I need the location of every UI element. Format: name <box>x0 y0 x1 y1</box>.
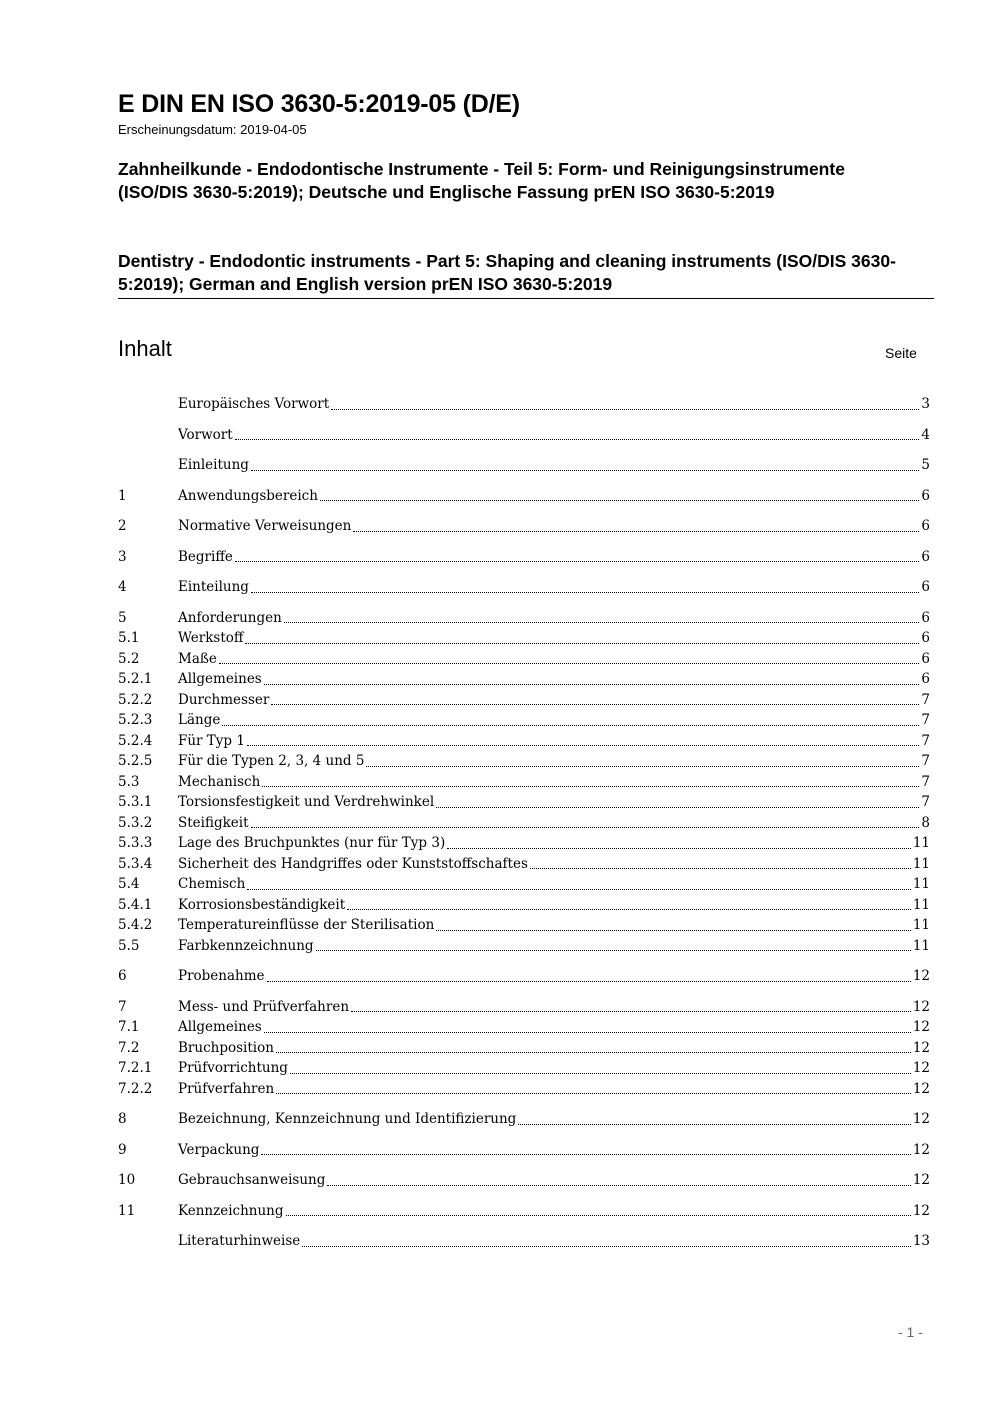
toc-entry-page: 11 <box>912 917 930 933</box>
toc-entry-page: 11 <box>912 896 930 913</box>
toc-entry-page: 7 <box>921 732 930 749</box>
toc-dot-leader <box>316 949 911 951</box>
toc-entry-title: Einteilung <box>178 579 249 595</box>
toc-entry-page: 3 <box>921 396 930 412</box>
toc-dot-leader <box>264 1031 911 1033</box>
toc-dot-leader <box>271 703 919 705</box>
document-title: E DIN EN ISO 3630-5:2019-05 (D/E) <box>118 90 520 118</box>
toc-entry[interactable] <box>118 772 930 793</box>
toc-entry-title: Länge <box>178 712 221 728</box>
toc-entry-title: Chemisch <box>178 876 246 892</box>
toc-entry-page: 6 <box>921 630 930 646</box>
toc-entry-title: Einleitung <box>178 457 249 473</box>
toc-entry-number: 5.4 <box>118 876 140 892</box>
toc-dot-leader <box>235 438 920 440</box>
toc-entry-number: 7.2.1 <box>118 1060 153 1076</box>
toc-entry-page: 11 <box>912 937 930 954</box>
toc-entry[interactable] <box>118 1109 930 1130</box>
toc-entry-title: Temperatureinflüsse der Sterilisation <box>178 917 435 933</box>
toc-entry-page: 7 <box>921 794 930 810</box>
toc-entry[interactable] <box>118 649 930 670</box>
toc-dot-leader <box>276 1092 911 1094</box>
toc-entry-page: 6 <box>921 579 930 595</box>
toc-entry[interactable] <box>118 874 930 895</box>
toc-entry-number: 7.2 <box>118 1039 140 1056</box>
toc-entry-number: 5.2.3 <box>118 712 153 728</box>
toc-entry[interactable] <box>118 895 930 916</box>
toc-entry[interactable] <box>118 425 930 446</box>
toc-entry-number: 8 <box>118 1111 127 1127</box>
toc-entry-number: 6 <box>118 968 127 984</box>
toc-dot-leader <box>351 1010 911 1012</box>
toc-entry-page: 12 <box>912 998 930 1015</box>
toc-entry-page: 12 <box>912 1080 930 1097</box>
toc-entry-number: 5.2.2 <box>118 691 153 708</box>
toc-dot-leader <box>353 530 919 532</box>
toc-entry-page: 12 <box>912 1039 930 1056</box>
toc-entry-title: Allgemeines <box>178 1019 262 1035</box>
toc-entry-title: Korrosionsbeständigkeit <box>178 896 346 913</box>
toc-entry-title: Prüfvorrichtung <box>178 1060 288 1076</box>
toc-entry-title: Sicherheit des Handgriffes oder Kunststoffschaftes <box>178 855 528 872</box>
toc-dot-leader <box>347 908 911 910</box>
toc-entry[interactable] <box>118 997 930 1018</box>
toc-entry-number: 5 <box>118 609 127 626</box>
toc-entry[interactable] <box>118 813 930 834</box>
toc-entry[interactable] <box>118 486 930 507</box>
toc-entry-page: 5 <box>921 457 930 473</box>
toc-entry-number: 10 <box>118 1172 136 1188</box>
toc-entry-number: 5.4.1 <box>118 896 153 913</box>
toc-entry[interactable] <box>118 1140 930 1161</box>
toc-entry-title: Gebrauchsanweisung <box>178 1172 326 1188</box>
toc-dot-leader <box>436 929 911 931</box>
toc-entry-title: Anwendungsbereich <box>178 487 318 504</box>
toc-dot-leader <box>247 744 919 746</box>
toc-entry-number: 1 <box>118 487 127 504</box>
toc-entry-number: 5.3 <box>118 773 140 790</box>
table-of-contents <box>118 394 930 1252</box>
toc-page-column-label: Seite <box>885 345 917 361</box>
toc-entry-title: Kennzeichnung <box>178 1202 284 1219</box>
toc-entry-number: 5.3.1 <box>118 794 153 810</box>
toc-dot-leader <box>276 1051 911 1053</box>
toc-dot-leader <box>366 765 919 767</box>
toc-entry-title: Bruchposition <box>178 1039 274 1056</box>
toc-entry-page: 7 <box>921 753 930 769</box>
toc-entry-number: 5.4.2 <box>118 917 153 933</box>
toc-entry[interactable] <box>118 751 930 772</box>
toc-dot-leader <box>251 591 919 593</box>
toc-entry-number: 5.3.4 <box>118 855 153 872</box>
toc-entry-title: Literaturhinweise <box>178 1233 301 1249</box>
toc-dot-leader <box>262 785 919 787</box>
toc-entry-page: 7 <box>921 773 930 790</box>
toc-entry-number: 5.3.3 <box>118 835 153 851</box>
toc-entry-title: Steifigkeit <box>178 814 249 831</box>
toc-entry[interactable] <box>118 1170 930 1191</box>
toc-entry-title: Mechanisch <box>178 773 261 790</box>
toc-entry-page: 7 <box>921 712 930 728</box>
toc-entry-page: 12 <box>912 1172 930 1188</box>
toc-entry-page: 13 <box>912 1233 930 1249</box>
toc-entry[interactable] <box>118 833 930 854</box>
toc-entry[interactable] <box>118 792 930 813</box>
toc-entry[interactable] <box>118 936 930 957</box>
toc-dot-leader <box>302 1245 911 1247</box>
toc-entry[interactable] <box>118 966 930 987</box>
toc-entry[interactable] <box>118 915 930 936</box>
toc-dot-leader <box>447 847 911 849</box>
toc-dot-leader <box>518 1123 910 1125</box>
toc-entry-page: 8 <box>921 814 930 831</box>
toc-entry[interactable] <box>118 710 930 731</box>
toc-dot-leader <box>320 499 919 501</box>
toc-entry-title: Mess- und Prüfverfahren <box>178 998 350 1015</box>
toc-entry[interactable] <box>118 1058 930 1079</box>
toc-entry-page: 4 <box>921 426 930 443</box>
toc-entry[interactable] <box>118 731 930 752</box>
toc-dot-leader <box>331 408 919 410</box>
toc-entry[interactable] <box>118 455 930 476</box>
toc-entry-page: 12 <box>912 1141 930 1158</box>
toc-entry-page: 6 <box>921 548 930 565</box>
toc-entry[interactable] <box>118 1079 930 1100</box>
toc-entry[interactable] <box>118 854 930 875</box>
toc-entry-page: 11 <box>912 855 930 872</box>
toc-entry[interactable] <box>118 516 930 537</box>
toc-entry[interactable] <box>118 577 930 598</box>
toc-entry-number: 7 <box>118 998 127 1015</box>
toc-entry-page: 6 <box>921 650 930 667</box>
toc-entry[interactable] <box>118 608 930 629</box>
toc-dot-leader <box>222 724 919 726</box>
toc-entry[interactable] <box>118 547 930 568</box>
page-number: - 1 - <box>898 1324 923 1340</box>
toc-entry[interactable] <box>118 394 930 415</box>
toc-dot-leader <box>247 888 910 890</box>
toc-entry-page: 6 <box>921 487 930 504</box>
toc-dot-leader <box>245 642 919 644</box>
toc-entry-page: 12 <box>912 1019 930 1035</box>
toc-entry[interactable] <box>118 690 930 711</box>
toc-entry-title: Für Typ 1 <box>178 732 245 749</box>
toc-dot-leader <box>284 621 920 623</box>
toc-dot-leader <box>290 1072 911 1074</box>
toc-entry-title: Lage des Bruchpunktes (nur für Typ 3) <box>178 835 446 851</box>
title-divider <box>118 298 934 299</box>
toc-entry-number: 3 <box>118 548 127 565</box>
toc-heading: Inhalt <box>118 336 172 361</box>
toc-entry-number: 9 <box>118 1141 127 1158</box>
toc-entry-title: Probenahme <box>178 968 265 984</box>
toc-entry-number: 5.2 <box>118 650 140 667</box>
toc-dot-leader <box>261 1153 910 1155</box>
toc-entry-page: 6 <box>921 518 930 534</box>
english-title: Dentistry - Endodontic instruments - Part 5: Shaping and cleaning instruments (ISO/DIS 3630-5:2019); German and English version prEN ISO 3630-5:2019 <box>118 251 896 294</box>
toc-entry-number: 7.2.2 <box>118 1080 153 1097</box>
toc-entry-number: 5.1 <box>118 630 140 646</box>
toc-entry-title: Bezeichnung, Kennzeichnung und Identifizierung <box>178 1111 517 1127</box>
german-title: Zahnheilkunde - Endodontische Instrumente - Teil 5: Form- und Reinigungsinstrumente (ISO/DIS 3630-5:2019); Deutsche und Englische Fassung prEN ISO 3630-5:2019 <box>118 159 845 202</box>
toc-entry-page: 6 <box>921 671 930 687</box>
toc-entry[interactable] <box>118 1201 930 1222</box>
toc-entry-page: 7 <box>921 691 930 708</box>
toc-entry[interactable] <box>118 1017 930 1038</box>
toc-entry-number: 7.1 <box>118 1019 140 1035</box>
toc-entry-title: Maße <box>178 650 217 667</box>
toc-entry-number: 5.2.4 <box>118 732 153 749</box>
toc-entry[interactable] <box>118 669 930 690</box>
toc-entry-title: Durchmesser <box>178 691 270 708</box>
toc-entry-title: Verpackung <box>178 1141 260 1158</box>
toc-entry-title: Farbkennzeichnung <box>178 937 314 954</box>
toc-dot-leader <box>436 806 919 808</box>
toc-entry-number: 11 <box>118 1202 136 1219</box>
toc-entry-number: 5.2.5 <box>118 753 153 769</box>
toc-entry-page: 12 <box>912 1060 930 1076</box>
toc-dot-leader <box>530 867 911 869</box>
toc-entry-page: 12 <box>912 968 930 984</box>
toc-entry-title: Werkstoff <box>178 630 244 646</box>
toc-entry-title: Torsionsfestigkeit und Verdrehwinkel <box>178 794 435 810</box>
toc-entry-page: 12 <box>912 1202 930 1219</box>
toc-entry-number: 5.2.1 <box>118 671 153 687</box>
toc-entry-number: 2 <box>118 518 127 534</box>
toc-dot-leader <box>219 662 920 664</box>
toc-entry-page: 11 <box>912 876 930 892</box>
toc-entry[interactable] <box>118 628 930 649</box>
toc-dot-leader <box>251 826 920 828</box>
toc-dot-leader <box>251 469 919 471</box>
toc-entry-page: 11 <box>912 835 930 851</box>
toc-entry-title: Für die Typen 2, 3, 4 und 5 <box>178 753 365 769</box>
toc-dot-leader <box>327 1184 910 1186</box>
toc-entry-title: Normative Verweisungen <box>178 518 352 534</box>
toc-entry-title: Begriffe <box>178 548 233 565</box>
toc-entry-title: Allgemeines <box>178 671 262 687</box>
toc-entry-title: Vorwort <box>178 426 233 443</box>
toc-entry-title: Europäisches Vorwort <box>178 396 330 412</box>
toc-entry-page: 6 <box>921 609 930 626</box>
toc-dot-leader <box>235 560 920 562</box>
toc-dot-leader <box>286 1214 911 1216</box>
toc-dot-leader <box>267 980 911 982</box>
toc-entry[interactable] <box>118 1231 930 1252</box>
toc-entry-number: 4 <box>118 579 127 595</box>
publication-date: Erscheinungsdatum: 2019-04-05 <box>118 122 307 137</box>
toc-entry-number: 5.5 <box>118 937 140 954</box>
toc-entry-title: Anforderungen <box>178 609 282 626</box>
toc-entry-page: 12 <box>912 1111 930 1127</box>
toc-entry-number: 5.3.2 <box>118 814 153 831</box>
toc-entry[interactable] <box>118 1038 930 1059</box>
toc-entry-title: Prüfverfahren <box>178 1080 275 1097</box>
toc-dot-leader <box>264 683 920 685</box>
